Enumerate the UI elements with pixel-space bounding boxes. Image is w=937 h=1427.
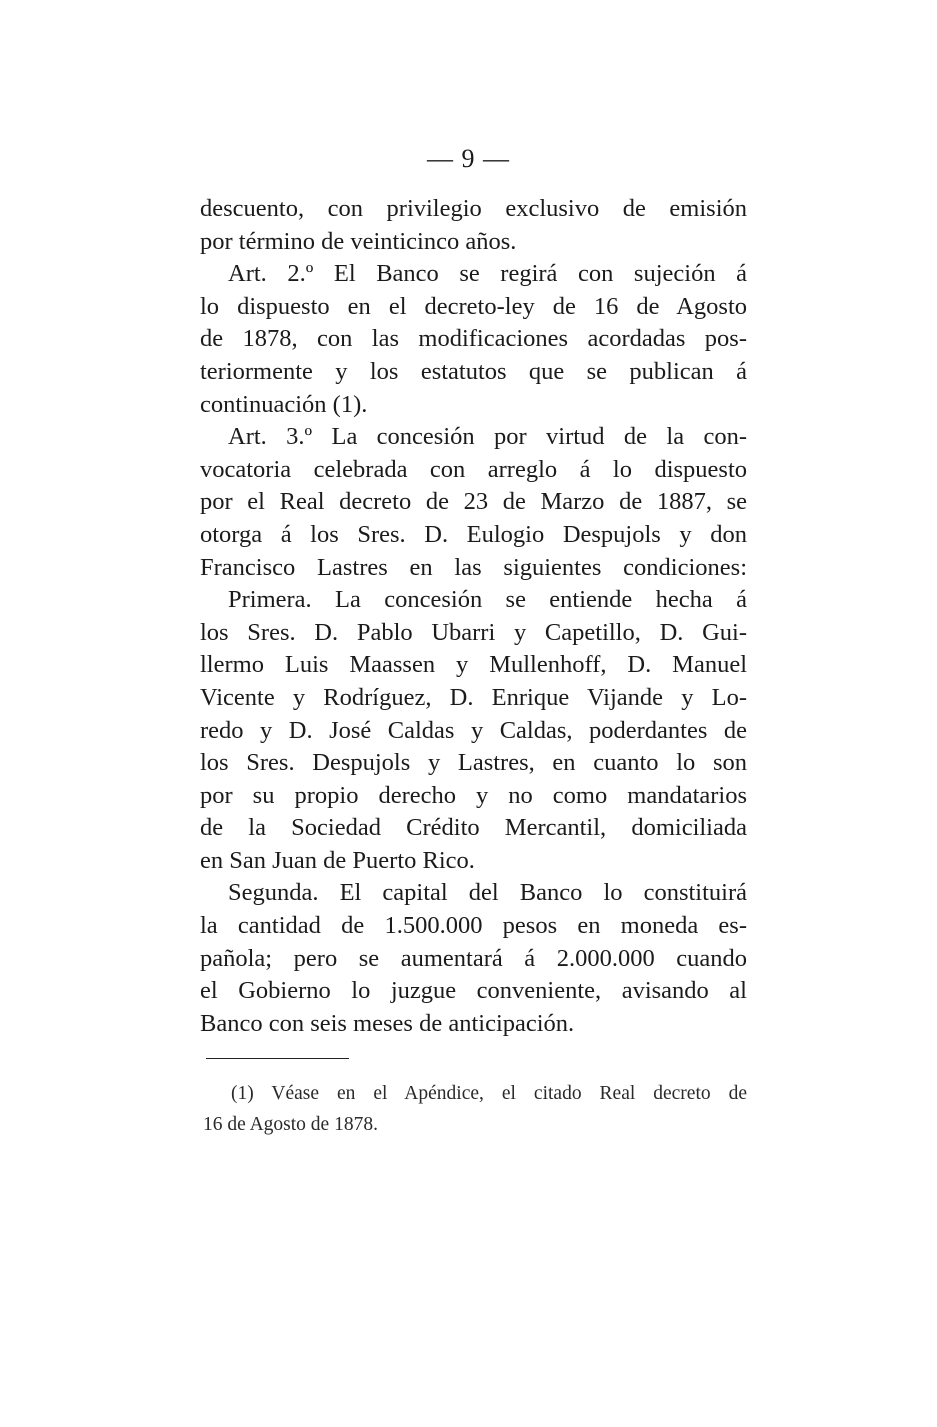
text-line: el Gobierno lo juzgue conveniente, avisando al (200, 977, 747, 1005)
text-line: por término de veinticinco años. (200, 227, 517, 255)
text-line: la cantidad de 1.500.000 pesos en moneda es- (200, 912, 747, 940)
text-line: vocatoria celebrada con arreglo á lo dispuesto (200, 455, 747, 483)
text-line: descuento, con privilegio exclusivo de emisión (200, 195, 747, 222)
text-line: los Sres. Despujols y Lastres, en cuanto lo son (200, 749, 747, 777)
footnote-line: (1) Véase en el Apéndice, el citado Real decreto de (231, 1083, 747, 1104)
text-line: de 1878, con las modificaciones acordadas pos- (200, 325, 747, 353)
text-line: Banco con seis meses de anticipación. (200, 1009, 575, 1037)
text-line: teriormente y los estatutos que se publican á (200, 357, 747, 385)
text-line: por el Real decreto de 23 de Marzo de 1887, se (200, 488, 747, 516)
text-line: por su propio derecho y no como mandatarios (200, 781, 747, 809)
text-line: Francisco Lastres en las siguientes condiciones: (200, 553, 747, 581)
condition-segunda-line: Segunda. El capital del Banco lo constituirá (228, 879, 747, 907)
footnote-line: 16 de Agosto de 1878. (203, 1114, 378, 1135)
text-line: pañola; pero se aumentará á 2.000.000 cuando (200, 944, 747, 972)
text-line: lo dispuesto en el decreto-ley de 16 de Agosto (200, 292, 747, 320)
text-line: otorga á los Sres. D. Eulogio Despujols y don (200, 520, 747, 548)
condition-primera-line: Primera. La concesión se entiende hecha á (228, 586, 747, 614)
text-line: los Sres. D. Pablo Ubarri y Capetillo, D. Gui- (200, 618, 747, 646)
text-line: llermo Luis Maassen y Mullenhoff, D. Manuel (200, 651, 747, 679)
footnote-divider (206, 1058, 349, 1059)
text-line: en San Juan de Puerto Rico. (200, 846, 475, 874)
body-text (200, 193, 747, 1040)
page-number: — 9 — (427, 144, 510, 173)
article-2-heading-line: Art. 2.º El Banco se regirá con sujeción á (228, 260, 747, 288)
text-line: Vicente y Rodríguez, D. Enrique Vijande y Lo- (200, 683, 747, 711)
text-line: de la Sociedad Crédito Mercantil, domiciliada (200, 814, 747, 842)
footnote (203, 1078, 747, 1140)
article-3-heading-line: Art. 3.º La concesión por virtud de la con- (228, 423, 747, 451)
text-line: redo y D. José Caldas y Caldas, poderdantes de (200, 716, 747, 744)
text-line: continuación (1). (200, 390, 368, 418)
